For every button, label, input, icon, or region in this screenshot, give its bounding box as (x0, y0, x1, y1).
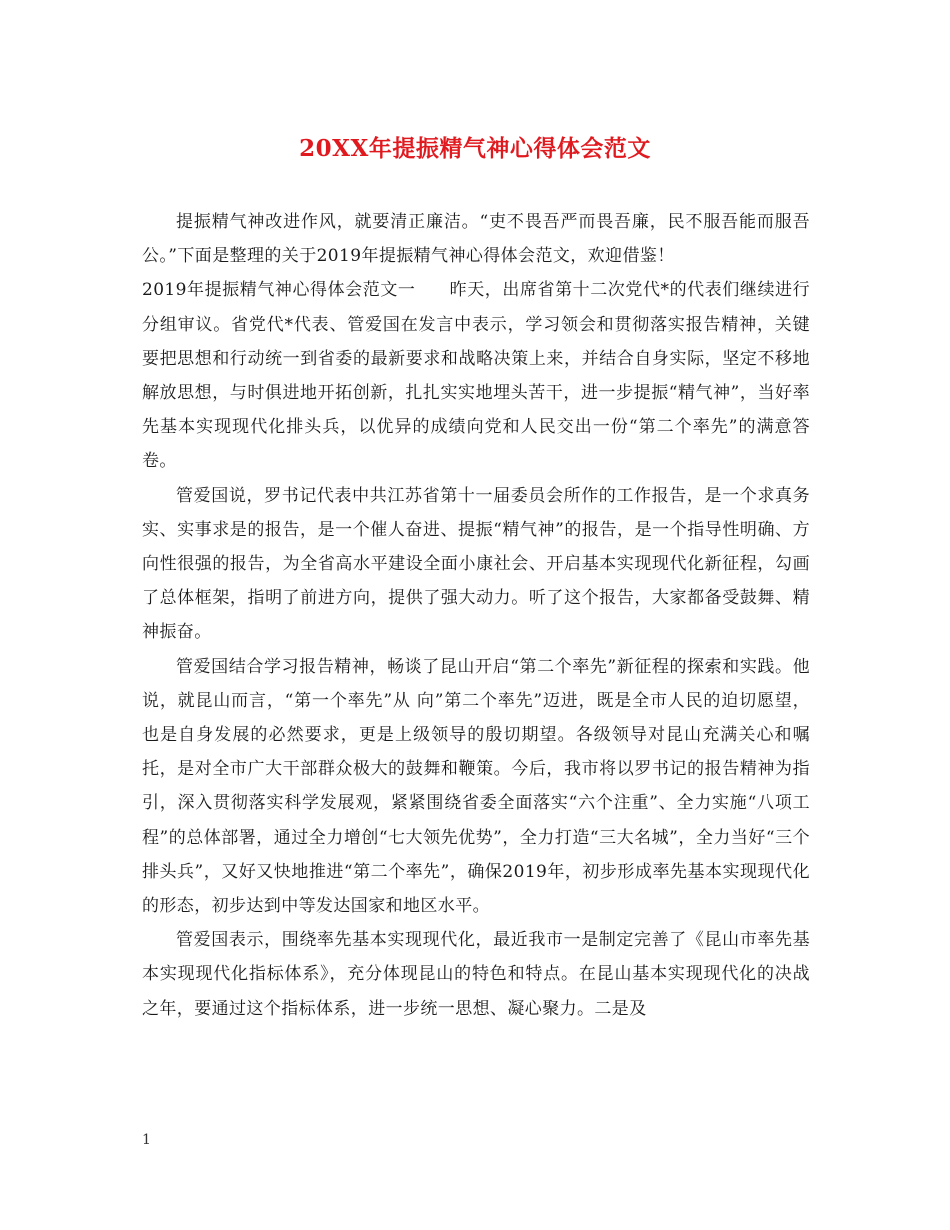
section-heading: 2019年提振精气神心得体会范文一 (142, 280, 416, 301)
document-body (142, 205, 810, 1026)
document-title: 20XX年提振精气神心得体会范文 (299, 135, 651, 162)
section-text: 昨天，出席省第十二次党代*的代表们继续进行分组审议。省党代*代表、管爱国在发言中表示，学习领会和贯彻落实报告精神，关键要把思想和行动统一到省委的最新要求和战略决策上来，并结合自身实际，坚定不移地解放思想，与时俱进地开拓创新，扎扎实实地埋头苦干，进一步提振“精气神”，当好率先基本实现现代化排头兵，以优异的成绩向党和人民交出一份“第二个率先”的满意答卷。 (142, 280, 810, 472)
page-number: 1 (142, 1132, 151, 1148)
body-paragraph: 管爱国表示，围绕率先基本实现现代化，最近我市一是制定完善了《昆山市率先基本实现现代化指标体系》，充分体现昆山的特色和特点。在昆山基本实现现代化的决战之年，要通过这个指标体系，进一步统一思想、凝心聚力。二是及 (142, 930, 810, 1019)
body-paragraph: 管爱国说，罗书记代表中共江苏省第十一届委员会所作的工作报告，是一个求真务实、实事求是的报告，是一个催人奋进、提振“精气神”的报告，是一个指导性明确、方向性很强的报告，为全省高水平建设全面小康社会、开启基本实现现代化新征程，勾画了总体框架，指明了前进方向，提供了强大动力。听了这个报告，大家都备受鼓舞、精神振奋。 (142, 485, 810, 643)
intro-paragraph: 提振精气神改进作风，就要清正廉洁。“吏不畏吾严而畏吾廉，民不服吾能而服吾公。”下面是整理的关于2019年提振精气神心得体会范文，欢迎借鉴！ (142, 212, 810, 267)
body-paragraph: 管爱国结合学习报告精神，畅谈了昆山开启“第二个率先”新征程的探索和实践。他说，就昆山而言，“第一个率先”从 向”第二个率先”迈进，既是全市人民的迫切愿望，也是自身发展的必然要求，更是上级领导的殷切期望。各级领导对昆山充满关心和嘱托，是对全市广大干部群众极大的鼓舞和鞭策。今后，我市将以罗书记的报告精神为指引，深入贯彻落实科学发展观，紧紧围绕省委全面落实“六个注重”、全力实施“八项工程”的总体部署，通过全力增创“七大领先优势”，全力打造“三大名城”，全力当好“三个排头兵”，又好又快地推进“第二个率先”，确保2019年，初步形成率先基本实现现代化的形态，初步达到中等发达国家和地区水平。 (142, 656, 810, 917)
section-paragraph (142, 273, 810, 478)
